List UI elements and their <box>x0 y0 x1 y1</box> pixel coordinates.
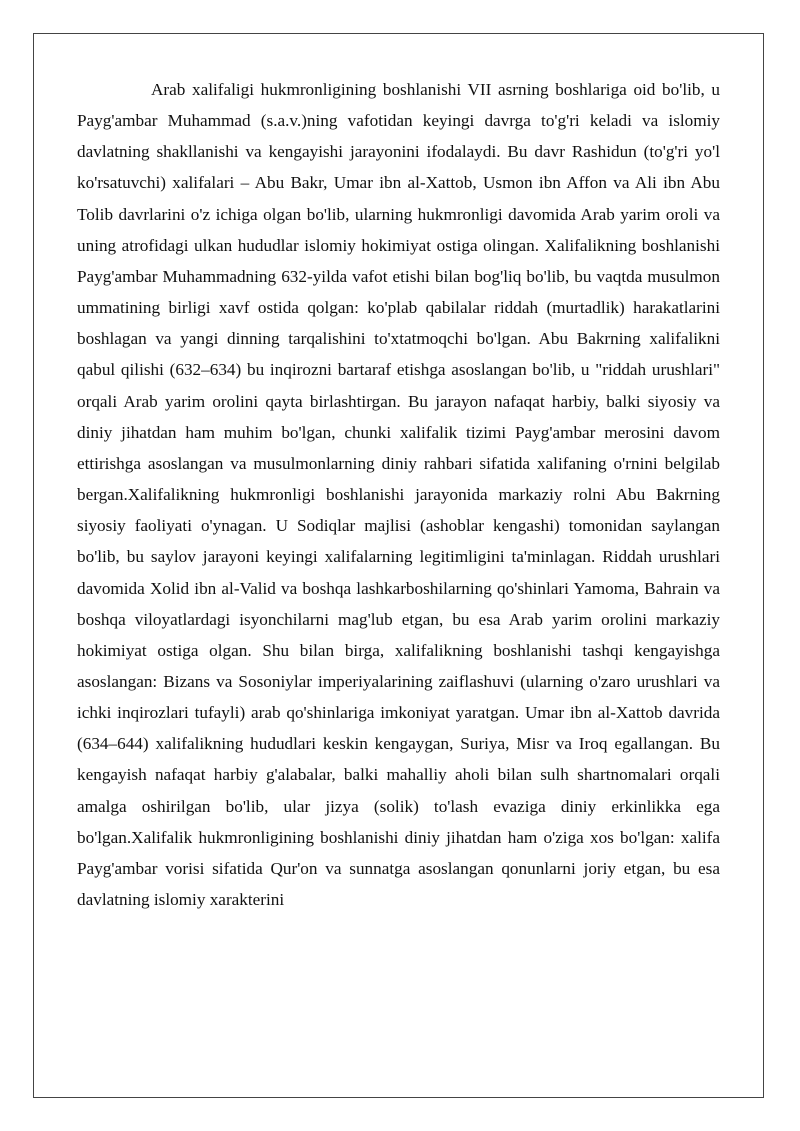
text-block <box>77 74 720 915</box>
body-paragraph: Arab xalifaligi hukmronligining boshlanishi VII asrning boshlariga oid bo'lib, u Payg'ambar Muhammad (s.a.v.)ning vafotidan keyingi davrga to'g'ri keladi va islomiy davlatning shakllanishi va kengayishi jarayonini ifodalaydi. Bu davr Rashidun (to'g'ri yo'l ko'rsatuvchi) xalifalari – Abu Bakr, Umar ibn al-Xattob, Usmon ibn Affon va Ali ibn Abu Tolib davrlarini o'z ichiga olgan bo'lib, ularning hukmronligi davomida Arab yarim oroli va uning atrofidagi ulkan hududlar islomiy hokimiyat ostiga olingan. Xalifalikning boshlanishi Payg'ambar Muhammadning 632-yilda vafot etishi bilan bog'liq bo'lib, bu vaqtda musulmon ummatining birligi xavf ostida qolgan: ko'plab qabilalar riddah (murtadlik) harakatlarini boshlagan va yangi dinning tarqalishini to'xtatmoqchi bo'lgan. Abu Bakrning xalifalikni qabul qilishi (632–634) bu inqirozni bartaraf etishga asoslangan bo'lib, u "riddah urushlari" orqali Arab yarim orolini qayta birlashtirgan. Bu jarayon nafaqat harbiy, balki siyosiy va diniy jihatdan ham muhim bo'lgan, chunki xalifalik tizimi Payg'ambar merosini davom ettirishga asoslangan va musulmonlarning diniy rahbari sifatida xalifaning o'rnini belgilab bergan.Xalifalikning hukmronligi boshlanishi jarayonida markaziy rolni Abu Bakrning siyosiy faoliyati o'ynagan. U Sodiqlar majlisi (ashoblar kengashi) tomonidan saylangan bo'lib, bu saylov jarayoni keyingi xalifalarning legitimligini ta'minlagan. Riddah urushlari davomida Xolid ibn al-Valid va boshqa lashkarboshilarning qo'shinlari Yamoma, Bahrain va boshqa viloyatlardagi isyonchilarni mag'lub etgan, bu esa Arab yarim orolini markaziy hokimiyat ostiga olgan. Shu bilan birga, xalifalikning boshlanishi tashqi kengayishga asoslangan: Bizans va Sosoniylar imperiyalarining zaiflashuvi (ularning o'zaro urushlari va ichki inqirozlari tufayli) arab qo'shinlariga imkoniyat yaratgan. Umar ibn al-Xattob davrida (634–644) xalifalikning hududlari keskin kengaygan, Suriya, Misr va Iroq egallangan. Bu kengayish nafaqat harbiy g'alabalar, balki mahalliy aholi bilan sulh shartnomalari orqali amalga oshirilgan bo'lib, ular jizya (solik) to'lash evaziga diniy erkinlikka ega bo'lgan.Xalifalik hukmronligining boshlanishi diniy jihatdan ham o'ziga xos bo'lgan: xalifa Payg'ambar vorisi sifatida Qur'on va sunnatga asoslangan qonunlarni joriy etgan, bu esa davlatning islomiy xarakterini <box>77 80 720 910</box>
